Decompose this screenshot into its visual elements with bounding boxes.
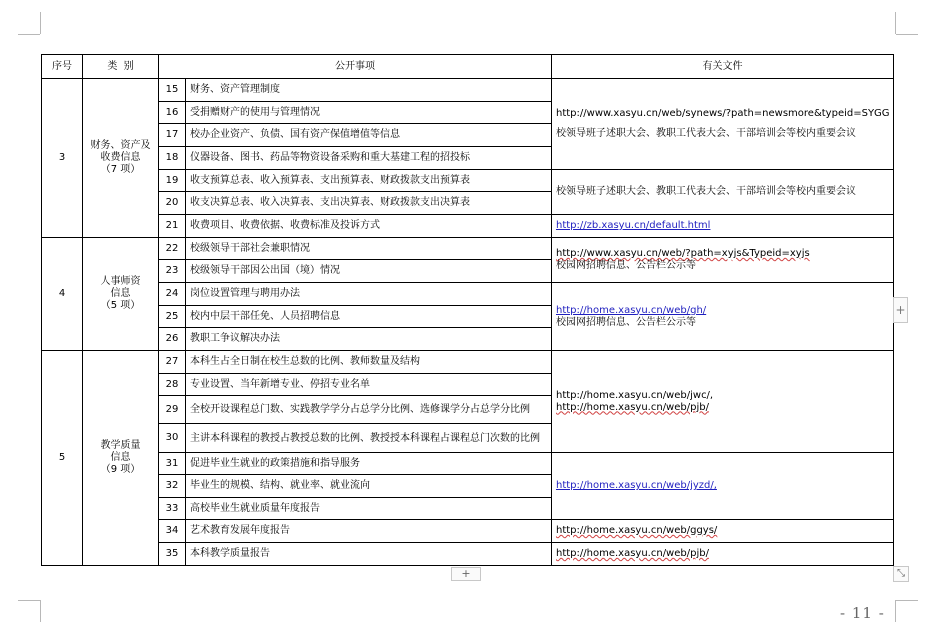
header-no: 序号: [42, 55, 83, 79]
table-row: [42, 79, 894, 102]
doc-line: http://www.xasyu.cn/web/synews/?path=newsmore&typeid=SYGG: [556, 108, 890, 119]
crop-mark-top-left-h: [18, 34, 40, 35]
item-number: 24: [159, 283, 186, 306]
doc-line: http://www.xasyu.cn/web/?path=xyjs&Typeid=xyjs: [556, 248, 810, 259]
section-number: 4: [42, 238, 83, 351]
crop-mark-top-right-h: [896, 34, 918, 35]
crop-mark-bottom-right-h: [896, 600, 918, 601]
item-number: 19: [159, 170, 186, 192]
item-number: 23: [159, 260, 186, 283]
doc-line: http://home.xasyu.cn/web/ggys/: [556, 525, 718, 536]
table-row: [42, 238, 894, 260]
crop-mark-top-right-v: [895, 12, 896, 34]
crop-mark-top-left-v: [40, 12, 41, 34]
item-text: 高校毕业生就业质量年度报告: [186, 498, 552, 520]
doc-line: http://home.xasyu.cn/web/jwc/,: [556, 389, 714, 401]
crop-mark-bottom-left-v: [40, 600, 41, 622]
table-row: [42, 351, 894, 374]
item-number: 27: [159, 351, 186, 374]
table-header-row: [42, 55, 894, 79]
doc-line: 校领导班子述职大会、教职工代表大会、干部培训会等校内重要会议: [556, 186, 856, 197]
section-category: 教学质量 信息 （9 项）: [83, 351, 159, 566]
item-number: 32: [159, 475, 186, 498]
item-text: 校内中层干部任免、人员招聘信息: [186, 306, 552, 328]
item-number: 16: [159, 102, 186, 124]
item-text: 收支预算总表、收入预算表、支出预算表、财政拨款支出预算表: [186, 170, 552, 192]
item-text: 财务、资产管理制度: [186, 79, 552, 102]
table-row: [42, 170, 894, 192]
item-text: 主讲本科课程的教授占教授总数的比例、教授授本科课程占课程总门次数的比例: [186, 424, 552, 453]
related-docs: [552, 238, 894, 283]
add-column-button[interactable]: +: [893, 297, 908, 323]
item-number: 28: [159, 374, 186, 396]
related-docs: [552, 520, 894, 543]
doc-line: 校领导班子述职大会、教职工代表大会、干部培训会等校内重要会议: [556, 128, 856, 139]
doc-link[interactable]: http://zb.xasyu.cn/default.html: [556, 220, 711, 231]
item-text: 校级领导干部社会兼职情况: [186, 238, 552, 260]
item-number: 20: [159, 192, 186, 215]
item-number: 18: [159, 147, 186, 170]
item-text: 全校开设课程总门数、实践教学学分占总学分比例、选修课学分占总学分比例: [186, 396, 552, 424]
item-text: 教职工争议解决办法: [186, 328, 552, 351]
item-number: 25: [159, 306, 186, 328]
item-text: 毕业生的规模、结构、就业率、就业流向: [186, 475, 552, 498]
doc-line: http://home.xasyu.cn/web/pjb/: [556, 548, 709, 559]
item-number: 33: [159, 498, 186, 520]
item-text: 专业设置、当年新增专业、停招专业名单: [186, 374, 552, 396]
item-text: 本科生占全日制在校生总数的比例、教师数量及结构: [186, 351, 552, 374]
section-category: 财务、资产及 收费信息 （7 项）: [83, 79, 159, 238]
item-text: 本科教学质量报告: [186, 543, 552, 566]
item-number: 17: [159, 124, 186, 147]
doc-line: http://home.xasyu.cn/web/pjb/: [556, 401, 709, 413]
header-category: 类 别: [83, 55, 159, 79]
related-docs: [552, 543, 894, 566]
related-docs: [552, 283, 894, 351]
section-category: 人事师资 信息 （5 项）: [83, 238, 159, 351]
item-number: 22: [159, 238, 186, 260]
doc-line: 校园网招聘信息、公告栏公示等: [556, 260, 696, 271]
item-number: 35: [159, 543, 186, 566]
item-text: 促进毕业生就业的政策措施和指导服务: [186, 453, 552, 475]
section-number: 3: [42, 79, 83, 238]
table-row: [42, 520, 894, 543]
item-number: 34: [159, 520, 186, 543]
table-resize-icon[interactable]: ⤡: [893, 566, 909, 582]
header-docs: 有关文件: [552, 55, 894, 79]
crop-mark-bottom-right-v: [895, 600, 896, 622]
page-number: - 11 -: [840, 604, 885, 622]
add-row-button[interactable]: +: [451, 567, 481, 581]
item-text: 艺术教育发展年度报告: [186, 520, 552, 543]
item-text: 收费项目、收费依据、收费标准及投诉方式: [186, 215, 552, 238]
doc-line: 校园网招聘信息、公告栏公示等: [556, 316, 696, 328]
table-row: [42, 543, 894, 566]
item-text: 岗位设置管理与聘用办法: [186, 283, 552, 306]
table-row: [42, 453, 894, 475]
table-row: [42, 283, 894, 306]
item-number: 29: [159, 396, 186, 424]
item-number: 30: [159, 424, 186, 453]
header-item: 公开事项: [159, 55, 552, 79]
table-row: [42, 215, 894, 238]
item-number: 21: [159, 215, 186, 238]
related-docs: [552, 215, 894, 238]
doc-link[interactable]: http://home.xasyu.cn/web/jyzd/,: [556, 480, 717, 491]
item-text: 校级领导干部因公出国（境）情况: [186, 260, 552, 283]
item-text: 受捐赠财产的使用与管理情况: [186, 102, 552, 124]
item-text: 仪器设备、图书、药品等物资设备采购和重大基建工程的招投标: [186, 147, 552, 170]
crop-mark-bottom-left-h: [18, 600, 40, 601]
section-number: 5: [42, 351, 83, 566]
related-docs: [552, 453, 894, 520]
item-number: 15: [159, 79, 186, 102]
item-text: 收支决算总表、收入决算表、支出决算表、财政拨款支出决算表: [186, 192, 552, 215]
item-number: 31: [159, 453, 186, 475]
related-docs: [552, 351, 894, 453]
item-number: 26: [159, 328, 186, 351]
related-docs: [552, 170, 894, 215]
related-docs: [552, 79, 894, 170]
item-text: 校办企业资产、负债、国有资产保值增值等信息: [186, 124, 552, 147]
disclosure-table: [41, 54, 894, 566]
doc-link[interactable]: http://home.xasyu.cn/web/gh/: [556, 304, 707, 316]
